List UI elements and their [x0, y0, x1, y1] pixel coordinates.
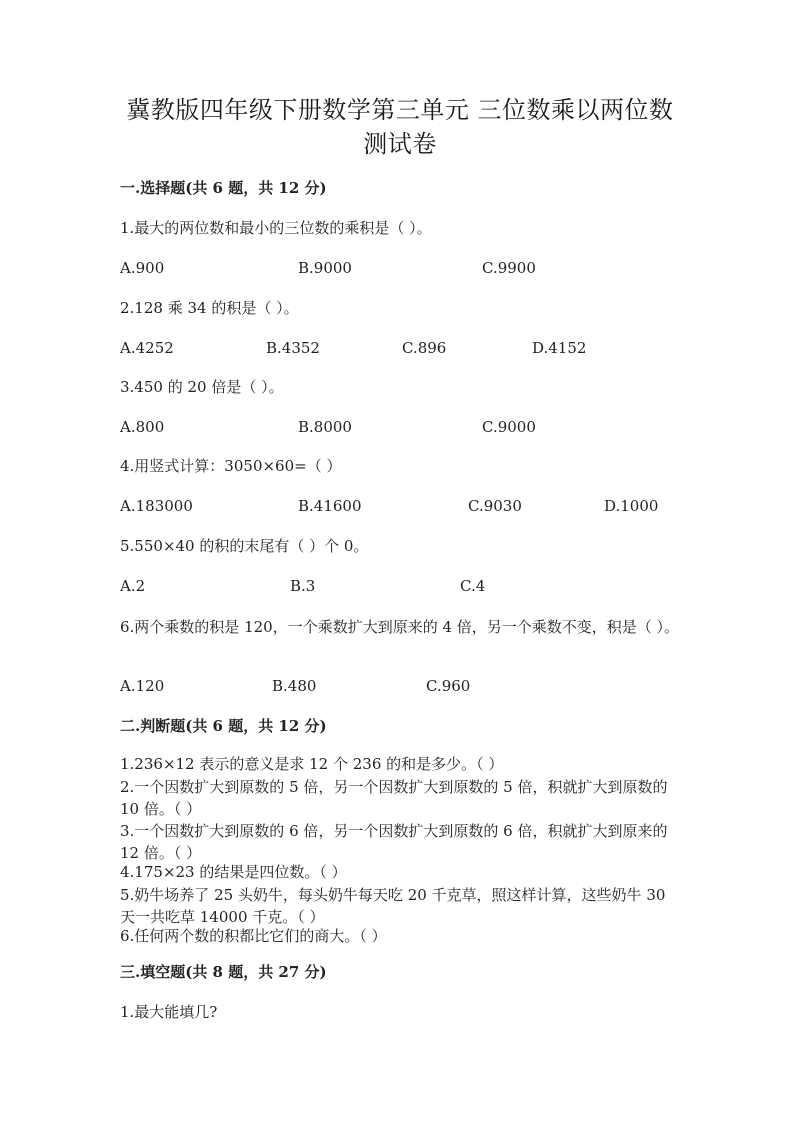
- judgement-item: 4.175×23 的结果是四位数。（ ）: [120, 863, 347, 881]
- option: C.4: [460, 577, 486, 595]
- option: B.9000: [298, 259, 352, 277]
- option: C.960: [426, 677, 471, 695]
- question-stem: 4.用竖式计算：3050×60=（ ）: [120, 457, 342, 475]
- option: A.183000: [120, 497, 193, 515]
- title-line-2: 测试卷: [363, 130, 437, 158]
- question-stem: 5.550×40 的积的末尾有（ ）个 0。: [120, 537, 369, 555]
- section-heading-judgement: 二.判断题(共 6 题，共 12 分): [120, 717, 327, 735]
- option: A.800: [120, 418, 165, 436]
- option: A.4252: [120, 339, 174, 357]
- option: B.480: [272, 677, 317, 695]
- option: B.8000: [298, 418, 352, 436]
- fill-blank-item: 1.最大能填几?: [120, 1003, 218, 1021]
- option: C.9030: [468, 497, 522, 515]
- option: D.4152: [532, 339, 587, 357]
- judgement-item: 5.奶牛场养了 25 头奶牛，每头奶牛每天吃 20 千克草，照这样计算，这些奶牛 30 天一共吃草 14000 千克。（ ）: [120, 886, 666, 926]
- option: C.9000: [482, 418, 536, 436]
- option: C.9900: [482, 259, 536, 277]
- judgement-item: 6.任何两个数的积都比它们的商大。（ ）: [120, 927, 387, 945]
- option: A.900: [120, 259, 165, 277]
- option: D.1000: [604, 497, 659, 515]
- option: B.4352: [266, 339, 320, 357]
- question-stem: 6.两个乘数的积是 120，一个乘数扩大到原来的 4 倍，另一个乘数不变，积是（ ）。: [120, 618, 680, 636]
- section-heading-choice: 一.选择题(共 6 题，共 12 分): [120, 179, 327, 197]
- question-stem: 3.450 的 20 倍是（ ）。: [120, 378, 284, 396]
- option: C.896: [402, 339, 447, 357]
- question-stem: 1.最大的两位数和最小的三位数的乘积是（ ）。: [120, 219, 432, 237]
- option: A.120: [120, 677, 165, 695]
- judgement-item: 2.一个因数扩大到原数的 5 倍，另一个因数扩大到原数的 5 倍，积就扩大到原数的 10 倍。（ ）: [120, 778, 668, 818]
- option: B.3: [290, 577, 316, 595]
- title-line-1: 冀教版四年级下册数学第三单元 三位数乘以两位数: [126, 96, 674, 124]
- judgement-item: 3.一个因数扩大到原数的 6 倍，另一个因数扩大到原数的 6 倍，积就扩大到原来的 12 倍。（ ）: [120, 822, 668, 862]
- question-stem: 2.128 乘 34 的积是（ ）。: [120, 299, 299, 317]
- option: A.2: [120, 577, 146, 595]
- page-title: [110, 93, 690, 161]
- section-heading-fill-blank: 三.填空题(共 8 题，共 27 分): [120, 963, 327, 981]
- judgement-item: 1.236×12 表示的意义是求 12 个 236 的和是多少。（ ）: [120, 755, 504, 773]
- option: B.41600: [298, 497, 362, 515]
